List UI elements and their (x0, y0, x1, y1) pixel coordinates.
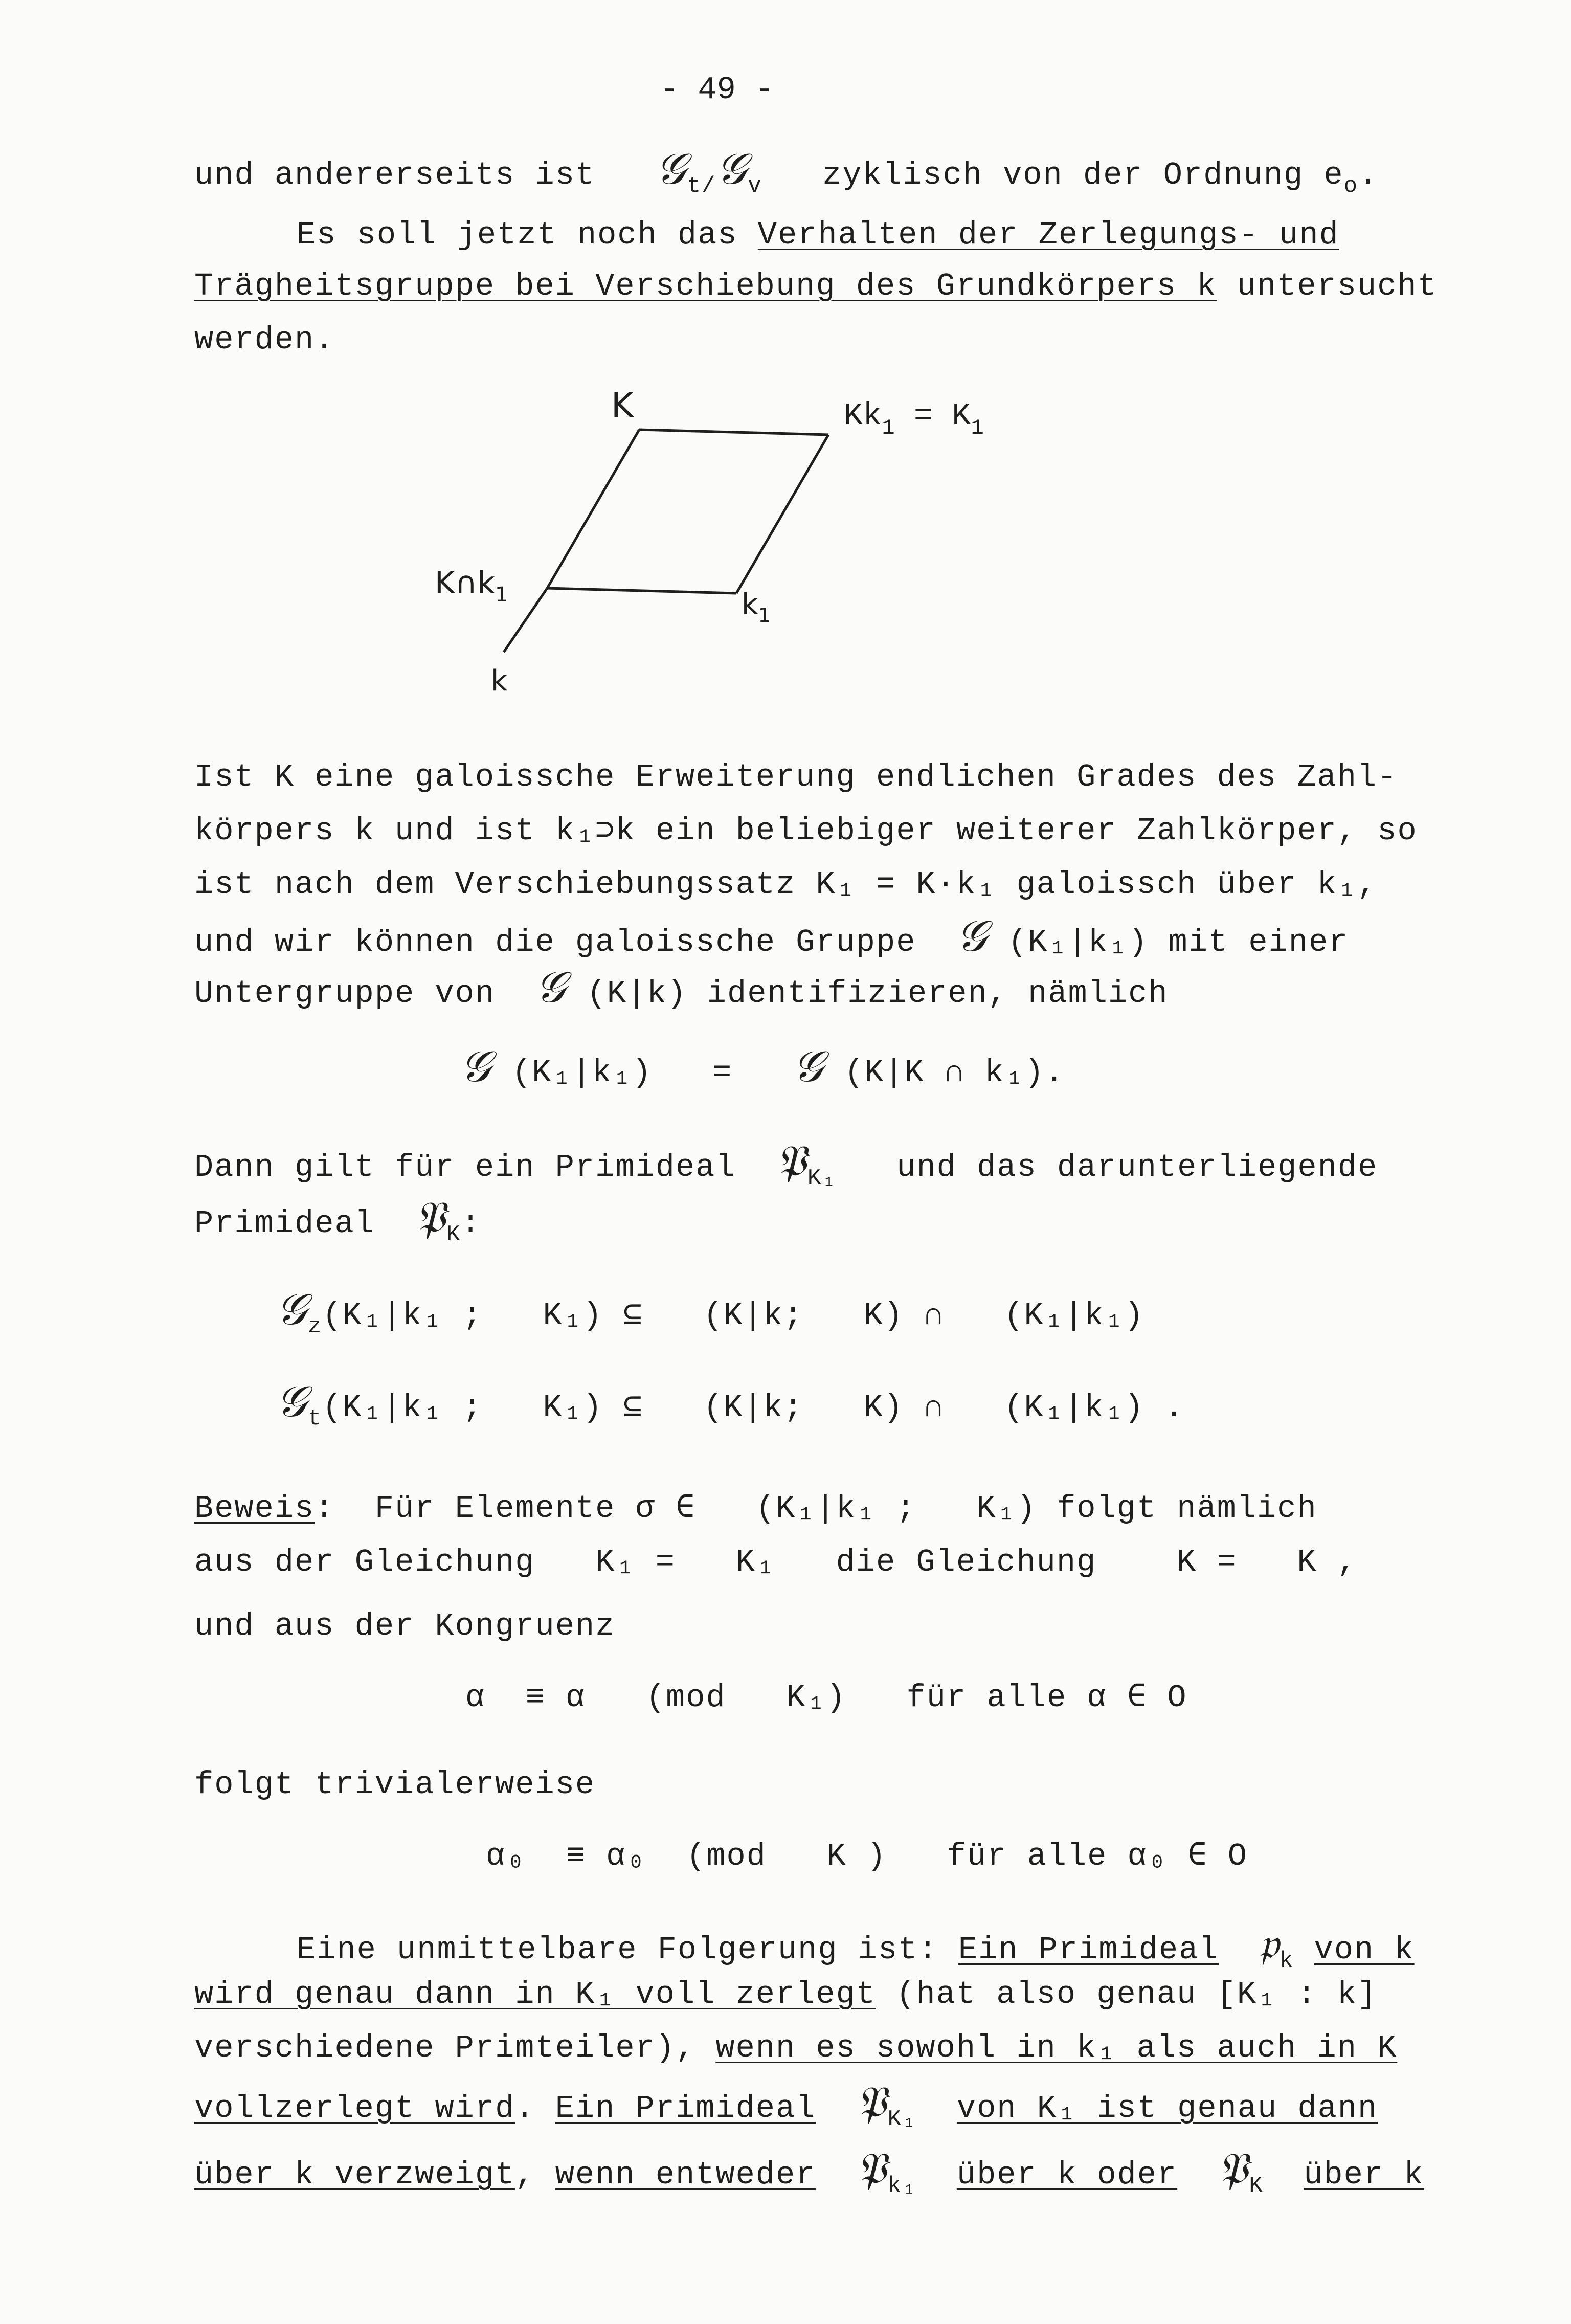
subscript-t: t/ (687, 173, 716, 199)
underlined-text: vollzerlegt wird (194, 2090, 515, 2127)
text-fragment: . (515, 2090, 555, 2127)
eq-right: (K|K ∩ k₁). (844, 1055, 1065, 1091)
underlined-text: Ein Primideal (958, 1932, 1219, 1968)
group-symbol-g: 𝒢 (792, 1041, 824, 1091)
underlined-text: wenn es sowohl in k₁ als auch in K (715, 2030, 1398, 2066)
subscript: o (1343, 173, 1358, 199)
text-fragment: Primideal (194, 1205, 375, 1242)
group-symbol-g: 𝒢 (460, 1041, 492, 1091)
group-symbol-g: 𝒢 (535, 962, 567, 1012)
text-fragment: Dann gilt für ein Primideal (194, 1149, 736, 1186)
text-fragment: untersucht (1217, 268, 1438, 304)
subscript-v: v (748, 173, 762, 199)
equation-2-line-1 (276, 1284, 1144, 1347)
eq-content: (K₁|k₁ ; K₁) ⊆ (K|k; K) ∩ (K₁|k₁) . (322, 1390, 1185, 1426)
underlined-text: Trägheitsgruppe bei Verschiebung des Grundkörpers k (194, 268, 1217, 304)
eq-sign: = (712, 1055, 733, 1091)
text-line-15 (194, 2028, 1397, 2069)
congruence-2: α₀ ≡ α₀ (mod K ) für alle α₀ ∈ O (486, 1838, 1248, 1874)
underlined-text: über k oder (956, 2157, 1178, 2193)
subscript: k₁ (887, 2173, 917, 2199)
text-line-1 (194, 144, 1379, 207)
text-line-10 (194, 1136, 1378, 1199)
text-fragment: Eine unmittelbare Folgerung ist: (297, 1932, 958, 1968)
group-symbol-g: 𝒢 (276, 1376, 308, 1426)
prime-ideal-symbol: 𝔭 (1259, 1918, 1280, 1969)
group-symbol-g: 𝒢 (716, 144, 748, 194)
text-line-5: Ist K eine galoissche Erweiterung endlichen Grades des Zahl- (194, 759, 1398, 795)
subscript-z: z (307, 1314, 323, 1339)
prime-ideal-symbol: 𝔓 (1217, 2143, 1249, 2194)
proof-line-2: aus der Gleichung K₁ = K₁ die Gleichung K = K , (194, 1544, 1357, 1580)
underlined-text: Ein Primideal (555, 2090, 816, 2127)
congruence-1: α ≡ α (mod K₁) für alle α ∈ O (465, 1680, 1187, 1716)
page-number: - 49 - (660, 72, 774, 108)
text-line-8 (194, 911, 1349, 963)
group-symbol-g: 𝒢 (956, 911, 988, 961)
text-line-4: werden. (194, 322, 335, 358)
edge-base (504, 588, 547, 652)
underlined-text: von K₁ ist genau dann (956, 2090, 1378, 2127)
proof-line-3: und aus der Kongruenz (194, 1608, 616, 1644)
text-line-12: folgt trivialerweise (194, 1767, 596, 1803)
text-line-17 (194, 2143, 1424, 2206)
prime-ideal-symbol: 𝔓 (856, 2143, 888, 2194)
subscript: K₁ (807, 1166, 837, 1191)
label-top-left: K (611, 386, 634, 425)
proof-label: Beweis (194, 1490, 315, 1527)
eq-left: (K₁|k₁) (512, 1055, 653, 1091)
text-line-2 (194, 215, 1339, 256)
underlined-text: Verhalten der Zerlegungs- und (757, 217, 1339, 253)
text-line-13 (194, 1918, 1415, 1981)
text-fragment: (K₁|k₁) mit einer (1007, 924, 1349, 960)
edge-left (547, 430, 639, 588)
label-base: k (491, 664, 508, 698)
edge-right (736, 435, 828, 593)
edge-bottom (547, 588, 736, 593)
text-fragment: : Für Elemente σ ∈ (K₁|k₁ ; K₁) folgt nämlich (315, 1490, 1317, 1527)
underlined-text: über k verzweigt (194, 2157, 515, 2193)
text-line-16 (194, 2077, 1378, 2140)
subscript-t: t (307, 1406, 323, 1432)
text-fragment: zyklisch von der Ordnung e (822, 157, 1344, 193)
underlined-text: von k (1314, 1932, 1415, 1968)
text-fragment: verschiedene Primteiler), (194, 2030, 716, 2066)
text-line-7: ist nach dem Verschiebungssatz K₁ = K·k₁ galoissch über k₁, (194, 866, 1378, 903)
proof-line-1 (194, 1488, 1317, 1529)
text-line-9 (194, 962, 1169, 1014)
field-diagram (419, 373, 1084, 701)
text-fragment: und andererseits ist (194, 157, 596, 193)
equation-2-line-2 (276, 1376, 1185, 1439)
text-fragment: . (1358, 157, 1379, 193)
label-bottom-right: $k_1$ (742, 588, 771, 627)
text-line-11: Primideal 𝔓$_K$: (194, 1192, 481, 1247)
edge-top (639, 430, 828, 435)
eq-content: (K₁|k₁ ; K₁) ⊆ (K|k; K) ∩ (K₁|k₁) (322, 1298, 1144, 1334)
prime-ideal-symbol: 𝔓 (776, 1136, 807, 1186)
text-fragment: , (515, 2157, 555, 2193)
text-line-3 (194, 266, 1438, 307)
subscript: K₁ (887, 2107, 917, 2132)
text-fragment: (hat also genau [K₁ : k] (876, 1976, 1378, 2013)
subscript: K (446, 1222, 461, 1247)
label-bottom-left: $K\cap k_1$ (435, 565, 508, 607)
equation-1 (460, 1041, 1065, 1093)
prime-ideal-symbol: 𝔓 (856, 2077, 888, 2127)
group-symbol-g: 𝒢 (655, 144, 687, 194)
text-line-6: körpers k und ist k₁⊃k ein beliebiger weiterer Zahlkörper, so (194, 813, 1418, 849)
text-fragment: Es soll jetzt noch das (297, 217, 758, 253)
underlined-text: wenn entweder (555, 2157, 816, 2193)
prime-ideal-symbol: 𝔓 (415, 1192, 447, 1242)
text-fragment: (K|k) identifizieren, nämlich (587, 975, 1169, 1012)
text-fragment: und das darunterliegende (896, 1149, 1378, 1186)
subscript: K (1249, 2173, 1264, 2199)
label-top-right: $Kk_1 = K_1$ (844, 398, 984, 440)
underlined-text: wird genau dann in K₁ voll zerlegt (194, 1976, 877, 2013)
group-symbol-g: 𝒢 (276, 1284, 308, 1334)
text-fragment: und wir können die galoissche Gruppe (194, 924, 916, 960)
text-line-14 (194, 1974, 1377, 2015)
underlined-text: über k (1304, 2157, 1424, 2193)
text-fragment: Untergruppe von (194, 975, 496, 1012)
subscript: k (1279, 1948, 1294, 1974)
